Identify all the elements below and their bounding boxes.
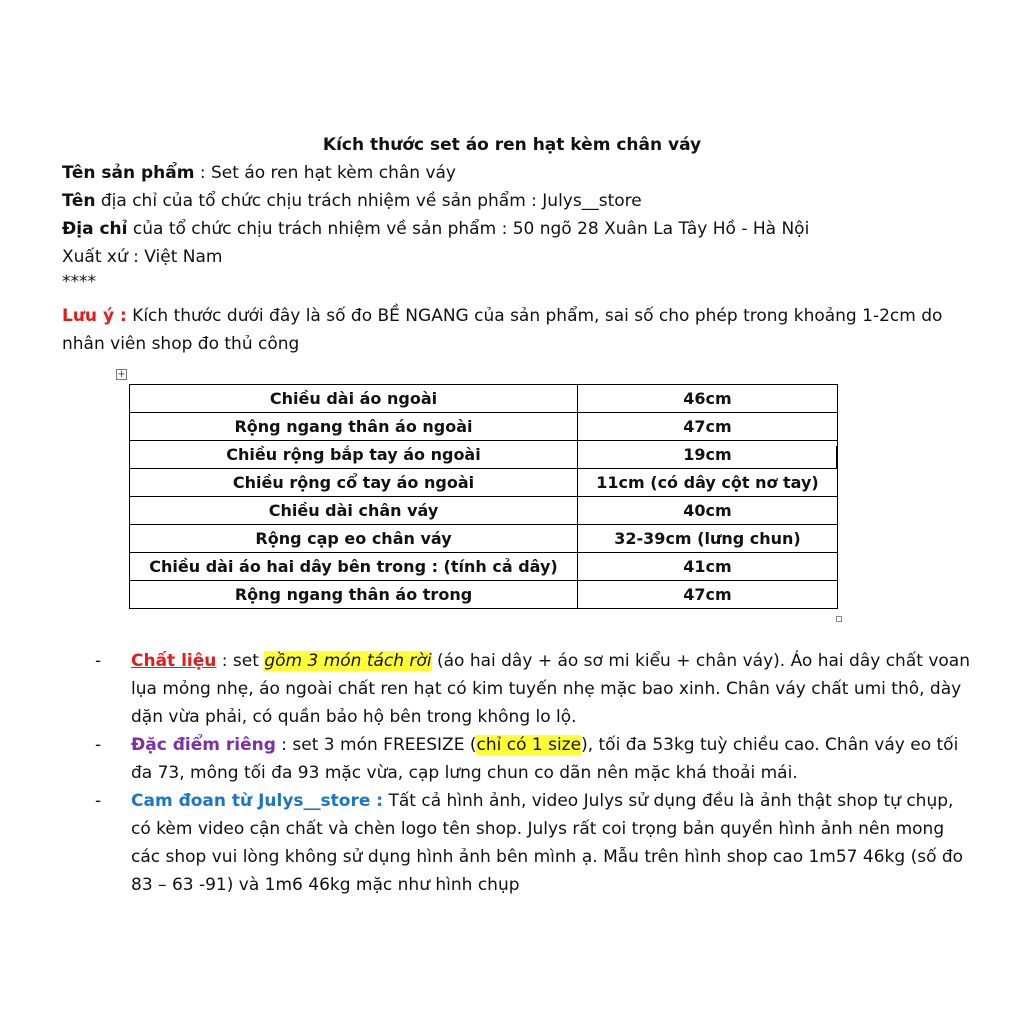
table-move-handle-icon[interactable]: + [117,369,126,380]
row-value-cell: 47cm [578,581,838,609]
row-name-cell: Rộng ngang thân áo ngoài [130,413,578,441]
row-value-cell: 47cm [578,413,838,441]
product-name-value: : Set áo ren hạt kèm chân váy [194,163,456,183]
list-item-commitment [95,787,975,899]
bullet-dash: - [95,651,102,671]
commitment-text: Tất cả hình ảnh, video Julys sử dụng đều là ảnh thật shop tự chụp, có kèm video cận chất và chèn logo tên shop. Julys rất coi trọng bản quyền hình ảnh nên mong các shop vui lòng không sử dụng hình ảnh bên mình ạ. Mẫu trên hình shop cao 1m57 46kg (số đo 83 – 63 -91) và 1m6 46kg mặc như hình chụp [131,791,964,895]
table-row [130,385,838,413]
address-value: của tổ chức chịu trách nhiệm về sản phẩm : 50 ngõ 28 Xuân La Tây Hồ - Hà Nội [127,219,810,239]
size-note [62,302,967,358]
organization-name-line [62,189,982,213]
material-label: Chất liệu [131,651,217,671]
address-label: Địa chỉ [62,219,128,239]
table-resize-handle-icon[interactable] [836,616,842,622]
material-text-after: (áo hai dây + áo sơ mi kiểu + chân váy). Áo hai dây chất voan lụa mỏng nhẹ, áo ngoài chất ren hạt có kim tuyến nhẹ mặc bao xinh. Chân váy chất umi thô, dày dặn vừa phải, có quần bảo hộ bên trong không lo lộ. [131,651,970,727]
material-highlight: gồm 3 món tách rời [264,651,432,671]
row-value-cell: 11cm (có dây cột nơ tay) [578,469,838,497]
note-label: Lưu ý : [62,306,127,326]
row-name-cell: Rộng cạp eo chân váy [130,525,578,553]
row-value-cell: 40cm [578,497,838,525]
row-value-cell: 46cm [578,385,838,413]
bullet-dash: - [95,791,102,811]
feature-text-after: ), tối đa 53kg tuỳ chiều cao. Chân váy eo tối đa 73, mông tối đa 93 mặc vừa, cạp lưng chun co dãn nên mặc khá thoải mái. [131,735,959,783]
commitment-label: Cam đoan từ Julys__store : [131,791,384,811]
table-row [130,581,838,609]
feature-text-before: : set 3 món FREESIZE ( [275,735,477,755]
organization-name-label: Tên [62,191,96,211]
note-text: Kích thước dưới đây là số đo BỀ NGANG của sản phẩm, sai số cho phép trong khoảng 1-2cm do nhân viên shop đo thủ công [62,306,943,354]
table-row [130,553,838,581]
product-name-line [62,161,982,185]
table-row [130,525,838,553]
feature-highlight: chỉ có 1 size [476,735,582,755]
details-list [95,647,975,899]
row-name-cell: Chiều rộng cổ tay áo ngoài [130,469,578,497]
row-name-cell: Chiều dài chân váy [130,497,578,525]
row-value-cell: 32-39cm (lưng chun) [578,525,838,553]
size-table [129,384,838,609]
row-name-cell: Rộng ngang thân áo trong [130,581,578,609]
feature-label: Đặc điểm riêng [131,735,276,755]
product-name-label: Tên sản phẩm [62,163,195,183]
row-value-cell: 41cm [578,553,838,581]
list-item-material [95,647,975,731]
row-name-cell: Chiều dài áo ngoài [130,385,578,413]
table-row [130,469,838,497]
table-row [130,441,838,469]
table-row [130,413,838,441]
material-text-before: : set [216,651,265,671]
list-item-feature [95,731,975,787]
organization-name-value: địa chỉ của tổ chức chịu trách nhiệm về sản phẩm : Julys__store [95,191,642,211]
bullet-dash: - [95,735,102,755]
row-name-cell: Chiều dài áo hai dây bên trong : (tính cả dây) [130,553,578,581]
separator-line: **** [62,272,96,292]
origin-line: Xuất xứ : Việt Nam [62,247,223,267]
document-title: Kích thước set áo ren hạt kèm chân váy [322,135,702,155]
row-name-cell: Chiều rộng bắp tay áo ngoài [130,441,578,469]
table-row [130,497,838,525]
row-value-cell: 19cm [578,441,838,469]
address-line [62,217,982,241]
